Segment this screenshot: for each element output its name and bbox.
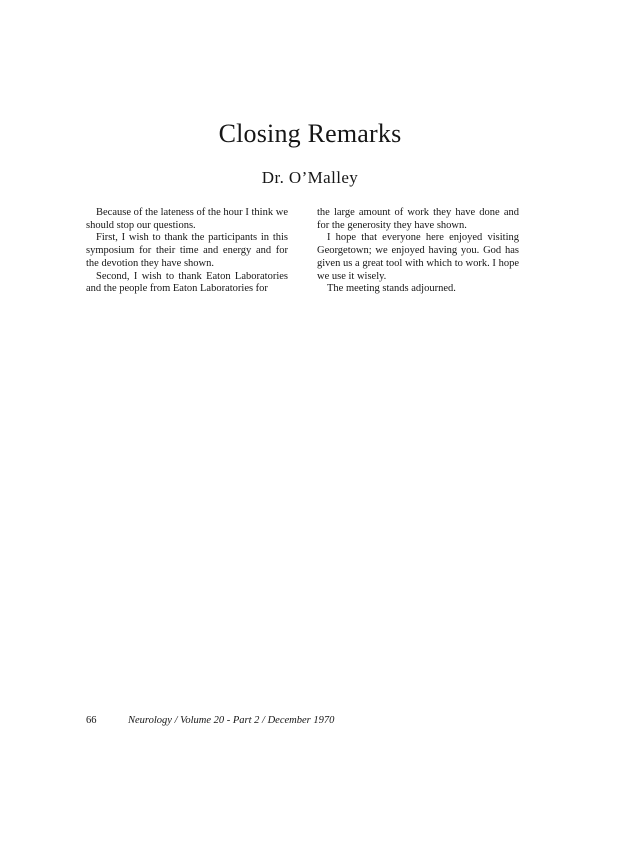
article-title: Closing Remarks <box>218 119 402 148</box>
paragraph-georgetown: I hope that everyone here enjoyed visiting Georgetown; we enjoyed having you. God has given us a great tool with which to work. I hope we use it wisely. <box>317 232 519 282</box>
paragraph-lateness: Because of the lateness of the hour I think we should stop our questions. <box>86 207 288 231</box>
paragraph-thank-eaton-continued: the large amount of work they have done and for the generosity they have shown. <box>317 207 519 231</box>
paragraph-adjourned: The meeting stands adjourned. <box>327 283 456 295</box>
page-number: 66 <box>86 715 97 726</box>
page-footer <box>86 714 334 727</box>
paragraph-thank-participants: First, I wish to thank the participants in this symposium for their time and energy and for the devotion they have shown. <box>86 232 288 269</box>
body-column-right <box>317 207 519 296</box>
paragraph-thank-eaton: Second, I wish to thank Eaton Laboratories and the people from Eaton Laboratories for <box>86 270 288 295</box>
article-author: Dr. O’Malley <box>261 168 359 187</box>
journal-citation: Neurology / Volume 20 - Part 2 / December 1970 <box>128 715 335 726</box>
body-column-left <box>86 207 288 296</box>
